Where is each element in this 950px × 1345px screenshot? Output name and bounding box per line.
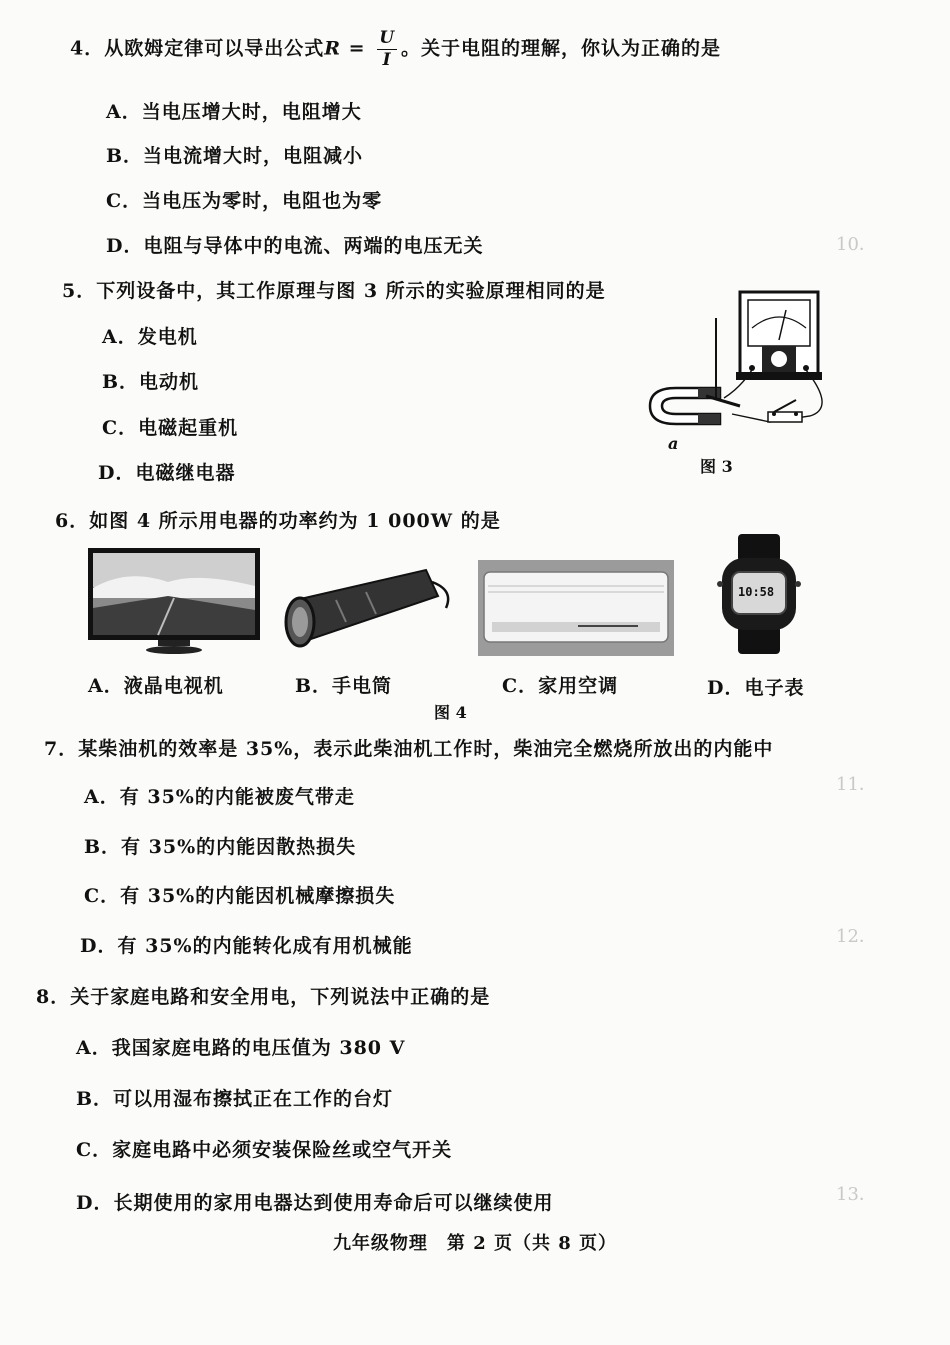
q5-option-c[interactable]: C．电磁起重机	[102, 417, 239, 439]
figure-4-label: 图 4	[434, 703, 467, 722]
q8-option-c[interactable]: C．家庭电路中必须安装保险丝或空气开关	[76, 1139, 453, 1161]
q6-option-b[interactable]: B．手电筒	[295, 675, 393, 697]
q8-option-a[interactable]: A．我国家庭电路的电压值为 380 V	[76, 1037, 406, 1059]
question-5-stem: 5．下列设备中，其工作原理与图 3 所示的实验原理相同的是	[62, 280, 606, 302]
q5-option-a[interactable]: A．发电机	[102, 326, 198, 348]
page-footer: 九年级物理 第 2 页（共 8 页）	[332, 1233, 618, 1254]
q7-option-c[interactable]: C．有 35%的内能因机械摩擦损失	[84, 885, 396, 907]
q7-option-d[interactable]: D．有 35%的内能转化成有用机械能	[80, 935, 413, 957]
figure-3-label: 图 3	[700, 457, 733, 476]
q8-option-d[interactable]: D．长期使用的家用电器达到使用寿命后可以继续使用	[76, 1192, 554, 1214]
fraction-u-over-i: $\frac{U}{I}$	[379, 28, 396, 70]
q6-option-d[interactable]: D．电子表	[707, 677, 805, 699]
q8-option-b[interactable]: B．可以用湿布擦拭正在工作的台灯	[76, 1088, 394, 1110]
question-6-stem: 6．如图 4 所示用电器的功率约为 1 000W 的是	[55, 510, 501, 532]
watch-time-display: 10:58	[738, 585, 775, 599]
resistance-symbol: R	[324, 37, 342, 60]
question-7-stem: 7．某柴油机的效率是 35%，表示此柴油机工作时，柴油完全燃烧所放出的内能中	[44, 738, 774, 760]
bleed-through-text: 10．	[836, 234, 877, 255]
lcd-tv-image	[88, 548, 260, 656]
q7-option-b[interactable]: B．有 35%的内能因散热损失	[84, 836, 357, 858]
bleed-through-text: 12．	[836, 926, 877, 947]
q4-option-c[interactable]: C．当电压为零时，电阻也为零	[106, 190, 383, 212]
flashlight-image	[276, 560, 456, 660]
question-8-stem: 8．关于家庭电路和安全用电，下列说法中正确的是	[36, 986, 491, 1008]
q7-option-a[interactable]: A．有 35%的内能被废气带走	[84, 786, 355, 808]
bleed-through-text: 13．	[836, 1184, 877, 1205]
bleed-through-text: 11．	[836, 774, 877, 795]
q4-option-a[interactable]: A．当电压增大时，电阻增大	[106, 101, 362, 123]
question-4-stem: 4．从欧姆定律可以导出公式R = $\frac{U}{I}$ 。关于电阻的理解，你认为正确的是	[70, 28, 722, 70]
air-conditioner-image	[478, 560, 674, 656]
q5-option-d[interactable]: D．电磁继电器	[98, 462, 236, 484]
q5-option-b[interactable]: B．电动机	[102, 371, 200, 393]
q6-option-a[interactable]: A．液晶电视机	[88, 675, 224, 697]
figure-3-apparatus	[640, 288, 840, 458]
q6-option-c[interactable]: C．家用空调	[502, 675, 619, 697]
q4-option-d[interactable]: D．电阻与导体中的电流、两端的电压无关	[106, 235, 484, 257]
figure-3-letter: a	[668, 434, 679, 453]
q4-option-b[interactable]: B．当电流增大时，电阻减小	[106, 145, 364, 167]
